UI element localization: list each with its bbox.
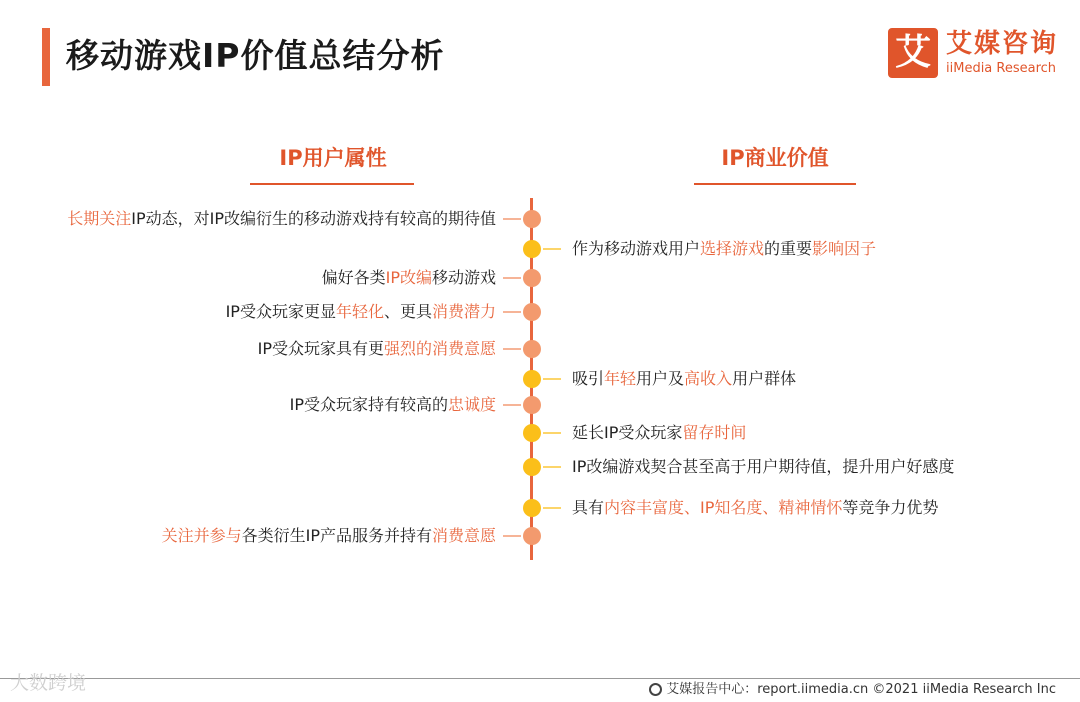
- logo-chinese-name: 艾媒咨询: [946, 29, 1059, 59]
- highlight-text: IP改编: [385, 268, 432, 287]
- timeline-dot-right: [523, 499, 541, 517]
- highlight-text: 消费意愿: [431, 526, 496, 545]
- timeline-dot-right: [523, 370, 541, 388]
- timeline-dot-left: [523, 396, 541, 414]
- highlight-text: 年轻: [604, 369, 637, 388]
- highlight-text: 年轻化: [335, 302, 384, 321]
- timeline-connector: [503, 348, 521, 350]
- footer-source: [649, 681, 1056, 699]
- timeline-connector: [503, 404, 521, 406]
- left-column-title: IP用户属性: [279, 146, 387, 170]
- item-text: 吸引: [572, 369, 605, 388]
- item-text: 延长IP受众玩家: [572, 423, 683, 442]
- footer-source-text: 艾媒报告中心：report.iimedia.cn ©2021 iiMedia Research Inc: [666, 682, 1056, 697]
- timeline-connector: [543, 507, 561, 509]
- item-text: 移动游戏: [431, 268, 496, 287]
- timeline-item-right: [572, 238, 876, 260]
- timeline-dot-right: [523, 458, 541, 476]
- footer-divider: [0, 678, 1080, 679]
- highlight-text: 消费潜力: [431, 302, 496, 321]
- highlight-text: 影响因子: [812, 239, 877, 258]
- timeline-connector: [503, 277, 521, 279]
- timeline-item-right: [572, 368, 796, 390]
- title-accent-bar: [42, 28, 50, 86]
- timeline-item-left: [162, 525, 496, 547]
- timeline-item-left: [258, 338, 496, 360]
- item-text: 用户群体: [732, 369, 797, 388]
- right-column-title: IP商业价值: [721, 146, 829, 170]
- highlight-text: 选择游戏: [700, 239, 765, 258]
- iimedia-logo: [888, 28, 1068, 84]
- item-text: 作为移动游戏用户: [572, 239, 701, 258]
- item-text: IP改编游戏契合甚至高于用户期待值，提升用户好感度: [572, 457, 955, 476]
- highlight-text: 内容丰富度、IP知名度、精神情怀: [604, 498, 843, 517]
- item-text: 的重要: [764, 239, 813, 258]
- timeline-dot-left: [523, 269, 541, 287]
- item-text: 用户及: [636, 369, 685, 388]
- logo-mark: 艾: [888, 28, 938, 78]
- highlight-text: 长期关注: [67, 209, 132, 228]
- timeline-item-left: [226, 301, 496, 323]
- timeline-dot-right: [523, 424, 541, 442]
- item-text: IP受众玩家持有较高的: [289, 395, 448, 414]
- timeline-item-left: [290, 394, 496, 416]
- item-text: 各类衍生IP产品服务并持有: [241, 526, 432, 545]
- highlight-text: 高收入: [684, 369, 733, 388]
- timeline-dot-right: [523, 240, 541, 258]
- timeline-connector: [503, 218, 521, 220]
- timeline-connector: [543, 466, 561, 468]
- timeline-dot-left: [523, 340, 541, 358]
- timeline-dot-left: [523, 527, 541, 545]
- page-title: 移动游戏IP价值总结分析: [66, 36, 445, 75]
- highlight-text: 强烈的消费意愿: [383, 339, 496, 358]
- item-text: 等竞争力优势: [842, 498, 939, 517]
- timeline-connector: [543, 248, 561, 250]
- timeline-item-right: [572, 497, 938, 519]
- left-column-underline: [250, 183, 414, 185]
- right-column-underline: [694, 183, 856, 185]
- item-text: 偏好各类: [321, 268, 386, 287]
- globe-icon: [649, 683, 662, 696]
- timeline-dot-left: [523, 210, 541, 228]
- timeline-item-right: [572, 456, 954, 478]
- timeline-connector: [543, 432, 561, 434]
- timeline-item-left: [322, 267, 496, 289]
- highlight-text: 关注并参与: [161, 526, 242, 545]
- timeline-connector: [543, 378, 561, 380]
- timeline-connector: [503, 535, 521, 537]
- item-text: IP受众玩家具有更: [257, 339, 384, 358]
- timeline-item-right: [572, 422, 746, 444]
- watermark: 大数跨境: [10, 672, 87, 694]
- item-text: 具有: [572, 498, 605, 517]
- timeline-connector: [503, 311, 521, 313]
- item-text: IP动态，对IP改编衍生的移动游戏持有较高的期待值: [131, 209, 496, 228]
- highlight-text: 忠诚度: [447, 395, 496, 414]
- item-text: 、更具: [383, 302, 432, 321]
- item-text: IP受众玩家更显: [225, 302, 336, 321]
- logo-english-name: iiMedia Research: [946, 61, 1057, 76]
- timeline-dot-left: [523, 303, 541, 321]
- highlight-text: 留存时间: [682, 423, 747, 442]
- timeline-item-left: [67, 208, 496, 230]
